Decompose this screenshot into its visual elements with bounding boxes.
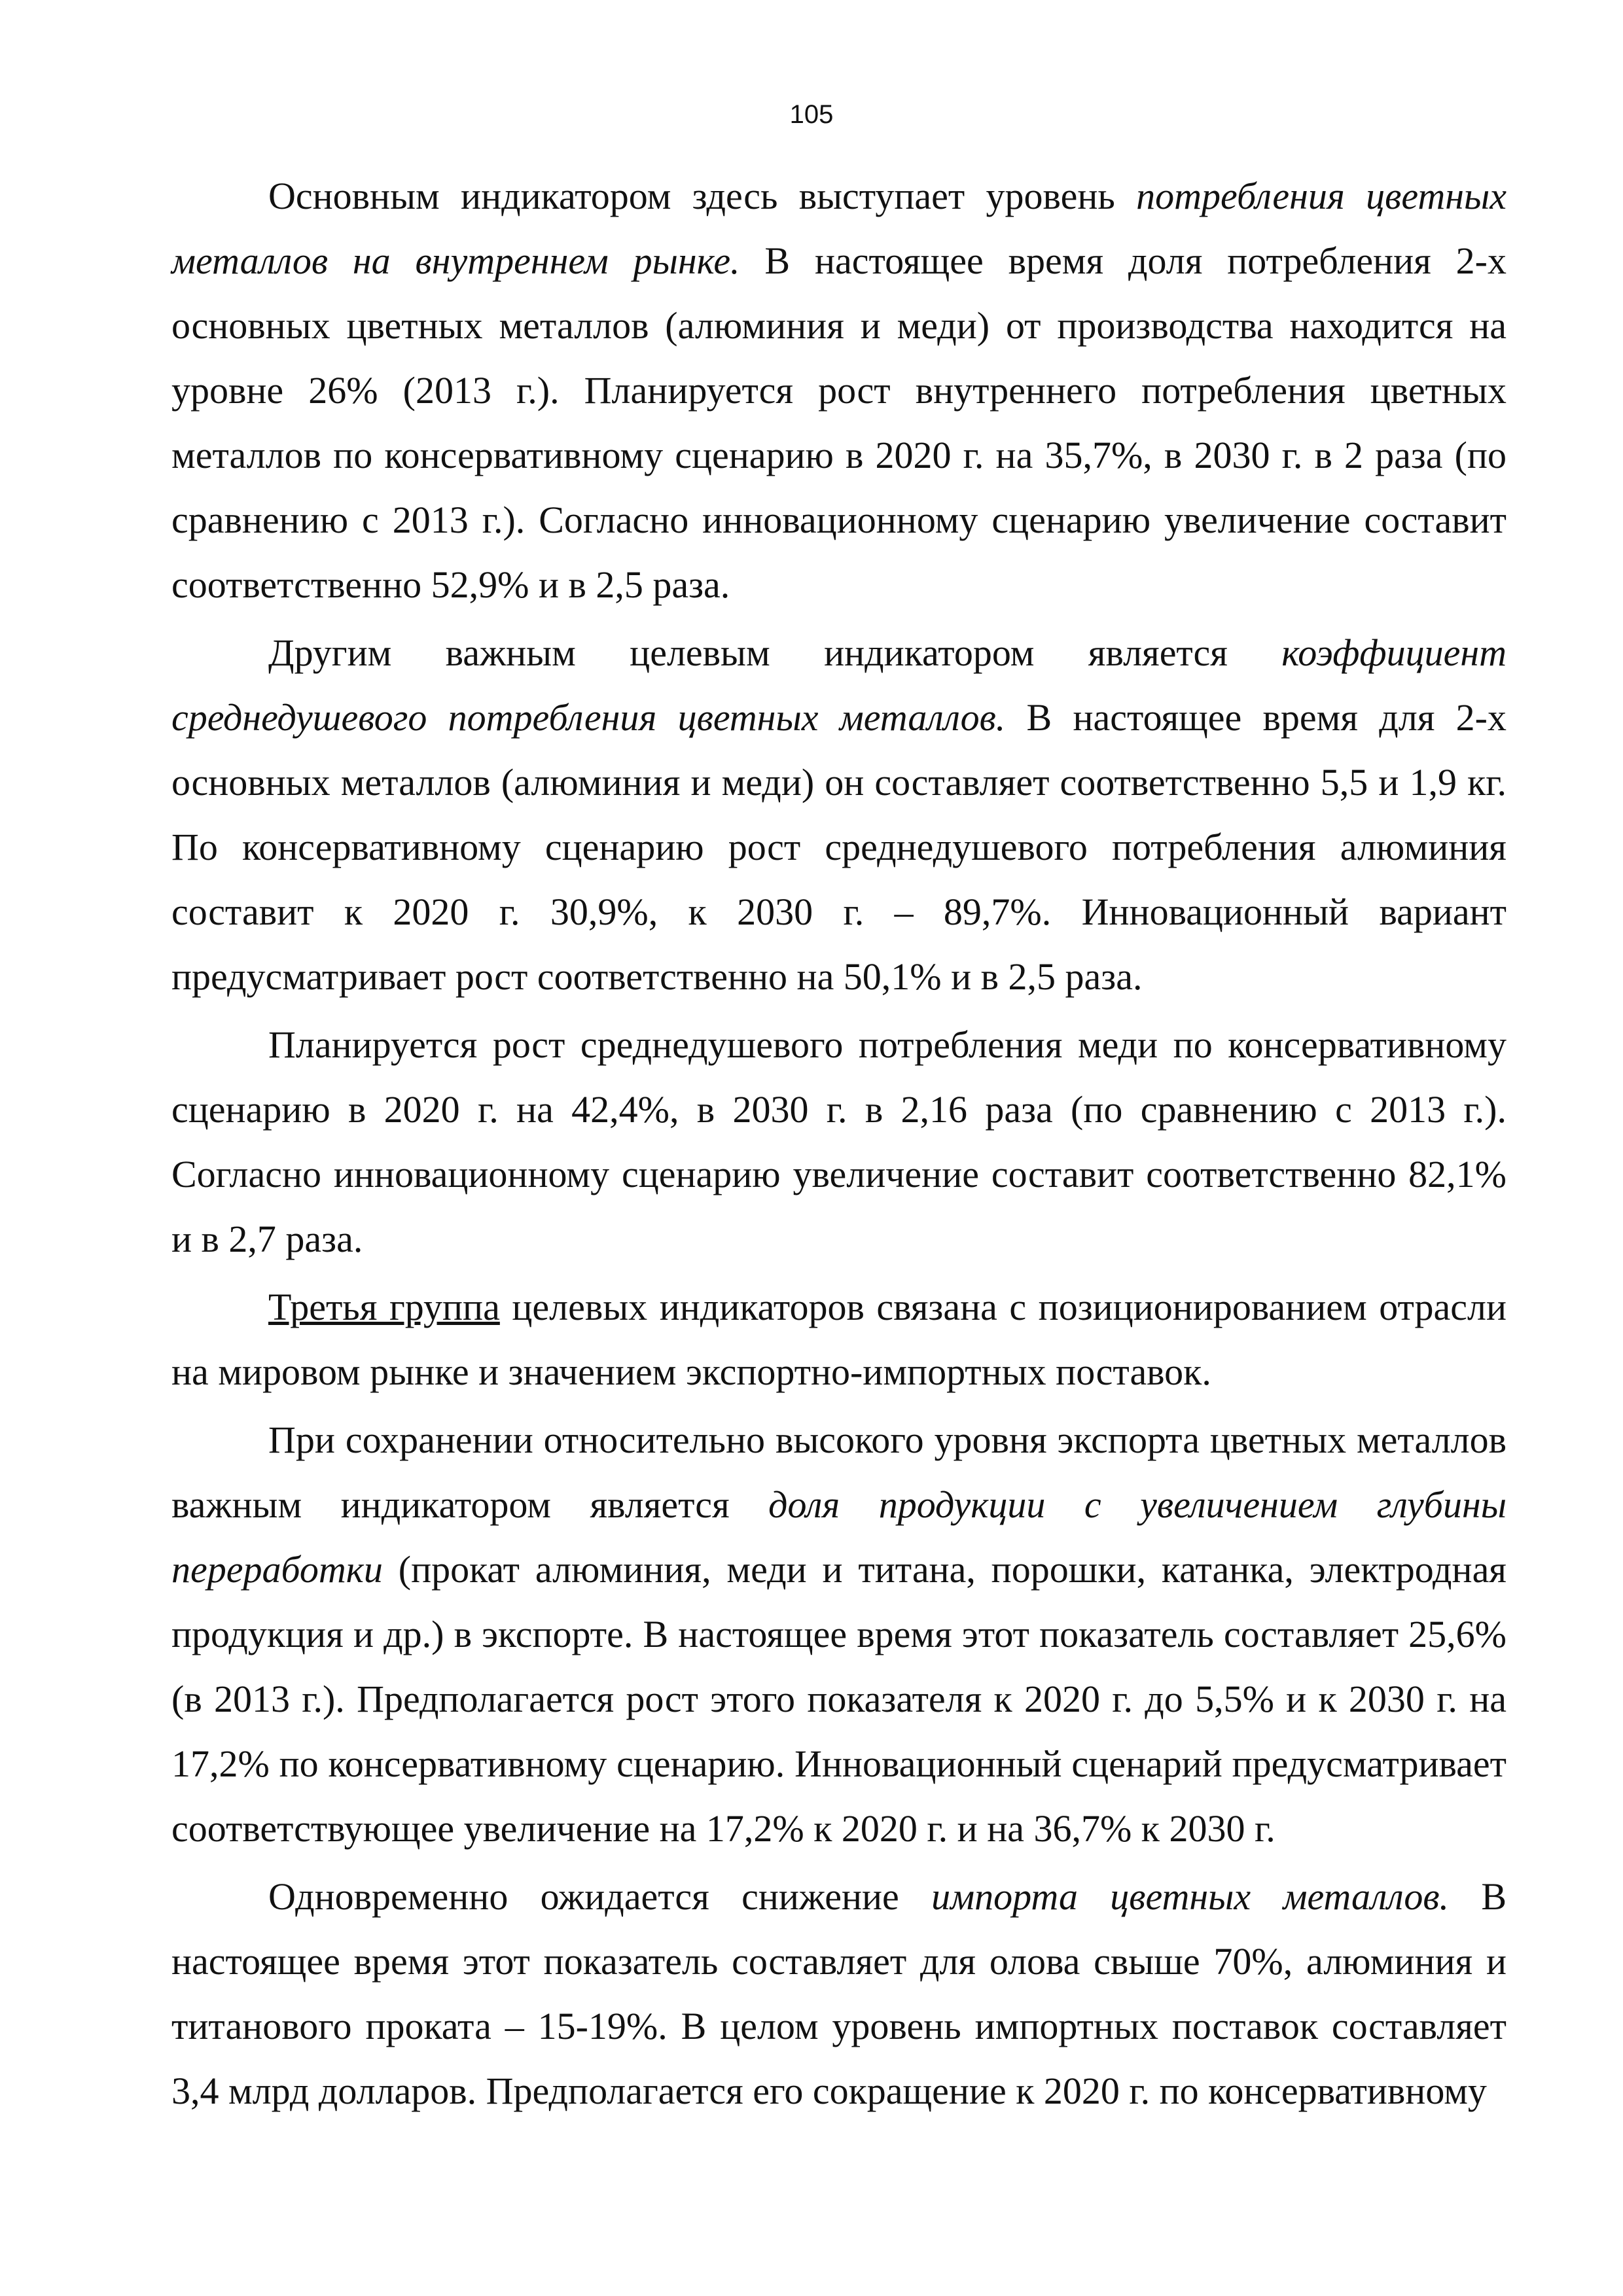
document-body bbox=[171, 164, 1507, 2127]
underlined-term: Третья группа bbox=[268, 1286, 500, 1328]
paragraph-domestic-consumption bbox=[171, 164, 1507, 617]
italic-term: доля продукции с увеличением глубины переработки bbox=[171, 1483, 1507, 1591]
italic-term: коэффициент среднедушевого потребления цветных металлов. bbox=[171, 631, 1507, 739]
paragraph-third-group bbox=[171, 1275, 1507, 1404]
paragraph-text: Основным индикатором здесь выступает уровень bbox=[268, 175, 1137, 217]
paragraph-text: (прокат алюминия, меди и титана, порошки, катанка, электродная продукция и др.) в экспорте. В настоящее время этот показатель составляет 25,6% (в 2013 г.). Предполагается рост этого показателя к 2020 г. до 5,5% и к 2030 г. на 17,2% по консервативному сценарию. Инновационный сценарий предусматривает соответствующее увеличение на 17,2% к 2020 г. и на 36,7% к 2030 г. bbox=[171, 1548, 1507, 1850]
italic-term: импорта цветных металлов. bbox=[931, 1875, 1449, 1918]
paragraph-per-capita-consumption bbox=[171, 620, 1507, 1009]
paragraph-text: Другим важным целевым индикатором является bbox=[268, 631, 1282, 674]
paragraph-import-reduction bbox=[171, 1864, 1507, 2123]
paragraph-text: Планируется рост среднедушевого потребления меди по консервативному сценарию в 2020 г. на 42,4%, в 2030 г. в 2,16 раза (по сравнению с 2013 г.). Согласно инновационному сценарию увеличение составит соответственно 82,1% и в 2,7 раза. bbox=[171, 1023, 1507, 1260]
paragraph-text: В настоящее время для 2-х основных металлов (алюминия и меди) он составляет соответственно 5,5 и 1,9 кг. По консервативному сценарию рост среднедушевого потребления алюминия составит к 2020 г. 30,9%, к 2030 г. – 89,7%. Инновационный вариант предусматривает рост соответственно на 50,1% и в 2,5 раза. bbox=[171, 696, 1507, 998]
paragraph-text: При сохранении относительно высокого уровня экспорта цветных металлов важным индикатором является bbox=[171, 1419, 1507, 1526]
paragraph-export-processing bbox=[171, 1407, 1507, 1861]
page-number: 105 bbox=[789, 100, 834, 129]
paragraph-text: В настоящее время доля потребления 2-х основных цветных металлов (алюминия и меди) от производства находится на уровне 26% (2013 г.). Планируется рост внутреннего потребления цветных металлов по консервативному сценарию в 2020 г. на 35,7%, в 2030 г. в 2 раза (по сравнению с 2013 г.). Согласно инновационному сценарию увеличение составит соответственно 52,9% и в 2,5 раза. bbox=[171, 239, 1507, 606]
italic-term: потребления цветных металлов на внутреннем рынке. bbox=[171, 175, 1507, 282]
paragraph-text: В настоящее время этот показатель составляет для олова свыше 70%, алюминия и титанового проката – 15-19%. В целом уровень импортных поставок составляет 3,4 млрд долларов. Предполагается его сокращение к 2020 г. по консервативному bbox=[171, 1875, 1507, 2112]
paragraph-text: Одновременно ожидается снижение bbox=[268, 1875, 932, 1918]
paragraph-copper-consumption bbox=[171, 1012, 1507, 1271]
paragraph-text: целевых индикаторов связана с позиционированием отрасли на мировом рынке и значением экспортно-импортных поставок. bbox=[171, 1286, 1507, 1393]
